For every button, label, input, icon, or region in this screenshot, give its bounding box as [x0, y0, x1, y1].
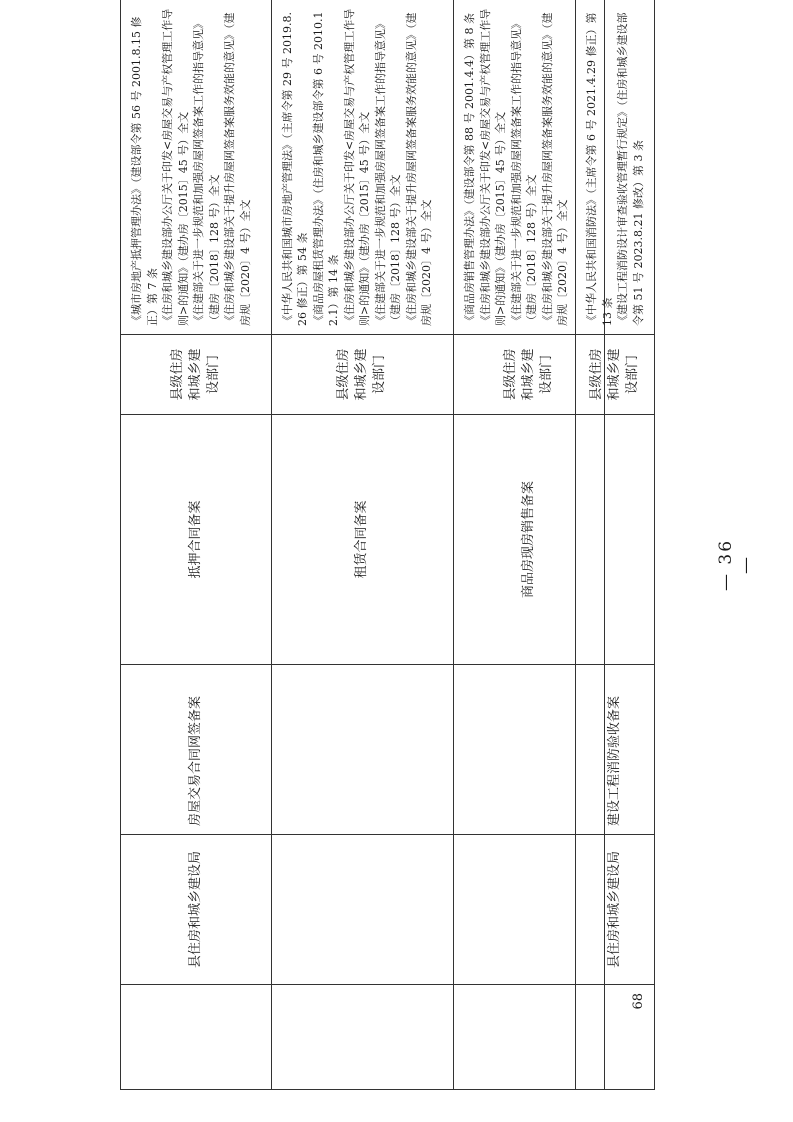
sub-item-cell: 抵押合同备案 [121, 415, 272, 665]
table-row [576, 0, 655, 1090]
law-line: 《中华人民共和国城市房地产管理法》（主席令第 29 号 2019.8.26 修正）第 54 条 [280, 12, 310, 326]
impl-dept-cell: 县级住房和城乡建设部门 [271, 335, 454, 415]
law-line: 《城市房地产抵押管理办法》（建设部令第 56 号 2001.8.15 修正）第 7 条 [130, 16, 159, 326]
sub-item-cell [576, 415, 655, 665]
table-row [121, 0, 272, 1090]
law-basis-cell [576, 0, 655, 335]
rotated-table-container-2 [575, 0, 655, 1090]
seq-cell-empty [271, 985, 454, 1090]
sub-item-cell: 商品房现房销售备案 [454, 415, 605, 665]
law-line: 《住建部关于进一步规范和加强房屋网签备案工作的指导意见》（建房〔2018〕128 号）全文 [192, 18, 221, 326]
law-line: 《住房和城乡建设部办公厅关于印发<房屋交易与产权管理工作导则>的通知》（建办房〔2015〕45 号）全文 [342, 8, 372, 326]
impl-dept-cell: 县级住房和城乡建设部门 [121, 335, 272, 415]
law-line: 《建设工程消防设计审查验收管理暂行规定》（住房和城乡建设部令第 51 号 2023.8.21 修改）第 3 条 [616, 12, 645, 326]
dept-cell: 县住房和城乡建设局 [576, 835, 655, 985]
law-basis-cell [271, 0, 454, 335]
law-line: 《住房和城乡建设部办公厅关于印发<房屋交易与产权管理工作导则>的通知》（建办房〔2015〕45 号）全文 [161, 8, 190, 326]
page-number: — 36 — [716, 538, 756, 592]
seq-cell: 68 [576, 985, 655, 1090]
law-basis-cell [121, 0, 272, 335]
law-line: 《住建部关于进一步规范和加强房屋网签备案工作的指导意见》（建房〔2018〕128 号）全文 [509, 18, 539, 326]
law-line: 《住房和城乡建设部关于提升房屋网签备案服务效能的意见》（建房规〔2020〕4 号）全文 [540, 12, 570, 326]
sub-item-cell: 租赁合同备案 [271, 415, 454, 665]
dept-cell-empty [271, 835, 454, 985]
seq-cell [121, 985, 272, 1090]
matter-list-table [120, 0, 605, 1090]
table-row [271, 0, 454, 1090]
law-line: 《住房和城乡建设部办公厅关于印发<房屋交易与产权管理工作导则>的通知》（建办房〔2015〕45 号）全文 [478, 8, 508, 326]
item-cell: 建设工程消防验收备案 [576, 665, 655, 835]
item-cell: 房屋交易合同网签备案 [121, 665, 272, 835]
rotated-table-container [120, 0, 605, 1090]
law-line: 《商品房屋租赁管理办法》（住房和城乡建设部令第 6 号 2010.12.1）第 14 条 [311, 11, 341, 326]
item-cell-empty [271, 665, 454, 835]
law-line: 《商品房销售管理办法》（建设部令第 88 号 2001.4.4）第 8 条 [463, 13, 477, 326]
matter-list-table-2 [575, 0, 655, 1090]
law-line: 《住建部关于进一步规范和加强房屋网签备案工作的指导意见》（建房〔2018〕128 号）全文 [373, 18, 403, 326]
impl-dept-cell: 县级住房和城乡建设部门 [576, 335, 655, 415]
law-line: 《中华人民共和国消防法》（主席令第 6 号 2021.4.29 修正）第 13 条 [585, 12, 614, 326]
law-line: 《住房和城乡建设部关于提升房屋网签备案服务效能的意见》（建房规〔2020〕4 号）全文 [404, 12, 434, 326]
dept-cell: 县住房和城乡建设局 [121, 835, 272, 985]
law-line: 《住房和城乡建设部关于提升房屋网签备案服务效能的意见》（建房规〔2020〕4 号）全文 [223, 12, 252, 326]
impl-dept-cell: 县级住房和城乡建设部门 [454, 335, 605, 415]
